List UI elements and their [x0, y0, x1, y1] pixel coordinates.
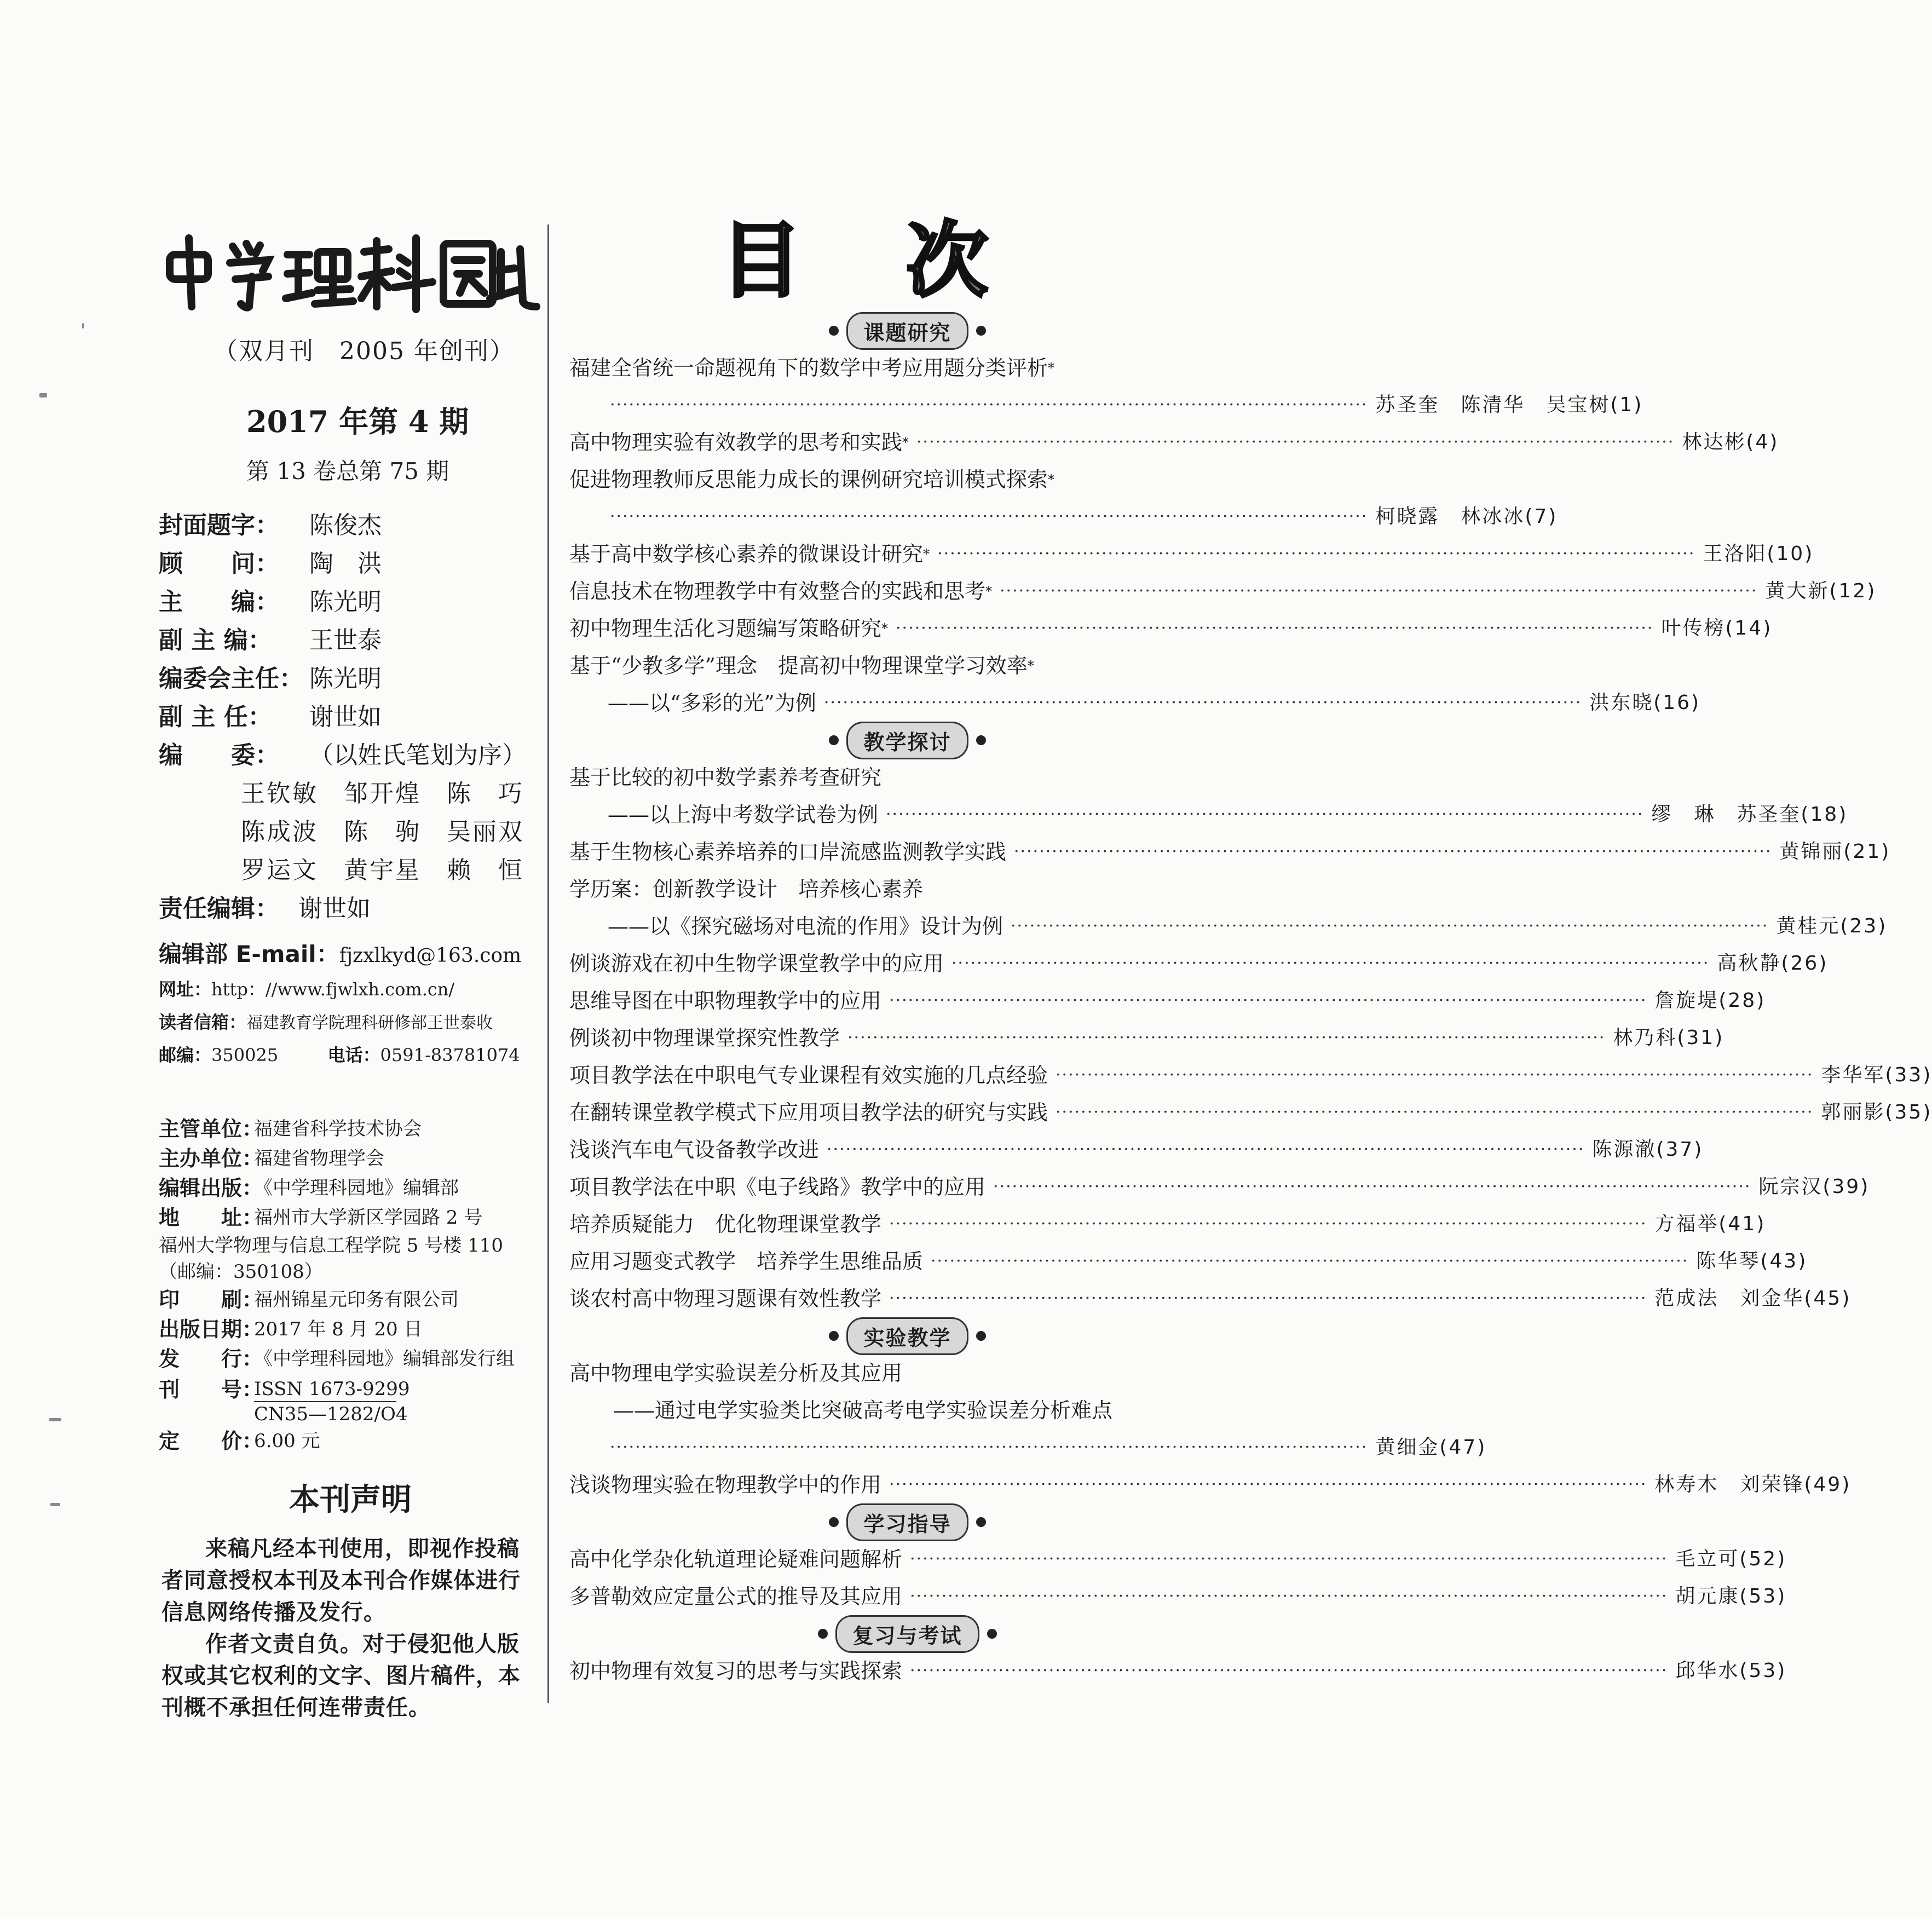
pub-row [159, 1315, 542, 1344]
table-of-contents [569, 312, 1932, 1690]
funded-mark-icon: * [881, 621, 889, 636]
article-title[interactable]: 项目教学法在中职电气专业课程有效实施的几点经验 [569, 1063, 1048, 1087]
article-title[interactable]: 高中化学杂化轨道理论疑难问题解析 [569, 1547, 903, 1571]
toc-entry[interactable] [569, 1131, 1704, 1168]
scan-speck [49, 1418, 61, 1421]
phone-label: 电话： [327, 1045, 380, 1065]
website-row [159, 976, 542, 1001]
article-authors-page: 邱华水(53) [1675, 1659, 1787, 1682]
article-authors-page: 方福举(41) [1654, 1213, 1766, 1235]
pub-row [159, 1114, 542, 1144]
email-row [159, 936, 542, 969]
issn-value: ISSN 1673-9299 [254, 1377, 396, 1402]
article-title[interactable]: 项目教学法在中职《电子线路》教学中的应用 [569, 1175, 986, 1199]
funded-mark-icon: * [902, 435, 909, 450]
pub-value: 福州锦星元印务有限公司 [254, 1289, 459, 1311]
cn-value: CN35—1282/O4 [254, 1403, 408, 1425]
letters-row [159, 1009, 542, 1034]
pub-row [159, 1173, 542, 1203]
section-title[interactable]: 教学探讨 [846, 722, 968, 759]
section-title[interactable]: 实验教学 [846, 1317, 968, 1355]
pub-value: 福建省科学技术协会 [254, 1118, 422, 1140]
toc-title [719, 214, 1000, 309]
leader-dots: ························································································································ [889, 1214, 1647, 1234]
leader-dots: ························································································································ [610, 1438, 1368, 1457]
postcode-phone-row [159, 1041, 542, 1067]
scan-speck [82, 323, 84, 329]
leader-dots: ························································································································ [910, 1549, 1668, 1569]
toc-entry[interactable] [569, 1355, 1487, 1466]
pub-row [159, 1377, 542, 1426]
pub-row [159, 1426, 542, 1456]
leader-dots: ························································································································ [1000, 581, 1758, 601]
article-authors-page: 阮宗汉(39) [1758, 1175, 1870, 1198]
article-authors-page: 黄桂元(23) [1776, 915, 1888, 937]
leader-dots: ························································································································ [889, 1289, 1647, 1308]
article-title[interactable]: 基于高中数学核心素养的微课设计研究 [569, 542, 924, 566]
pub-label: 地 址： [159, 1206, 263, 1230]
funded-mark-icon: * [923, 546, 930, 562]
pub-value: 福建省物理学会 [254, 1148, 384, 1169]
leader-dots: ························································································································ [847, 1028, 1606, 1047]
toc-entry[interactable] [569, 1168, 1870, 1206]
editorial-committee-members [159, 772, 542, 887]
toc-entry[interactable] [569, 982, 1766, 1019]
toc-entry[interactable] [569, 1206, 1766, 1243]
article-title[interactable]: 基于比较的初中数学素养考查研究 [569, 765, 882, 790]
article-title[interactable]: 基于“少教多学”理念 提高初中物理课堂学习效率 [569, 654, 1028, 678]
article-authors-page: 李华军(33) [1821, 1064, 1932, 1086]
section-badge [818, 1615, 996, 1653]
toc-entry[interactable] [569, 535, 1814, 573]
bullet-icon [987, 1629, 997, 1639]
article-authors-page: 黄大新(12) [1765, 580, 1877, 602]
staff-label: 主 编： [159, 588, 279, 616]
staff-value: 谢世如 [309, 703, 382, 731]
bullet-icon [976, 1331, 986, 1341]
statement-paragraph: 作者文责自负。对于侵犯他人版权或其它权利的文字、图片稿件，本刊概不承担任何连带责任。 [162, 1632, 521, 1720]
article-title[interactable]: 信息技术在物理教学中有效整合的实践和思考 [569, 579, 986, 603]
scan-speck [50, 1503, 60, 1506]
toc-entry[interactable] [569, 945, 1829, 982]
editorial-staff [159, 504, 542, 925]
pub-label: 刊 号： [159, 1378, 263, 1402]
phone-value: 0591-83781074 [380, 1045, 520, 1065]
leader-dots: ························································································································ [610, 507, 1368, 526]
staff-row [159, 542, 542, 580]
pub-value: 《中学理科园地》编辑部 [254, 1177, 459, 1199]
staff-label: 编委会主任： [159, 665, 303, 693]
article-authors-page: 林寿木 刘荣锋(49) [1654, 1473, 1852, 1496]
website-link[interactable]: http：//www.fjwlxh.com.cn/ [211, 979, 455, 1000]
article-authors-page: 林乃科(31) [1613, 1027, 1725, 1049]
toc-section-header [569, 722, 1245, 759]
leader-dots: ························································································································ [1014, 842, 1772, 861]
staff-value: （以姓氏笔划为序） [309, 741, 526, 769]
article-authors-page: 胡元康(53) [1675, 1585, 1787, 1607]
toc-entry[interactable] [569, 573, 1877, 610]
staff-row [159, 504, 542, 542]
article-authors-page: 范成法 刘金华(45) [1654, 1287, 1852, 1310]
article-authors-page: 高秋静(26) [1717, 952, 1829, 975]
toc-entry[interactable] [569, 1280, 1852, 1317]
article-title[interactable]: 在翻转课堂教学模式下应用项目教学法的研究与实践 [569, 1100, 1048, 1125]
leader-dots: ························································································································ [931, 1252, 1689, 1271]
bullet-icon [976, 1517, 986, 1527]
funded-mark-icon: * [1027, 658, 1034, 673]
article-title[interactable]: 高中物理实验有效教学的思考和实践 [569, 430, 903, 454]
toc-entry[interactable] [569, 1578, 1787, 1615]
toc-entry[interactable] [569, 1243, 1808, 1280]
members-row: 陈成波 陈 驹 吴丽双 [241, 818, 524, 846]
article-authors-page: 黄锦丽(21) [1779, 840, 1891, 863]
leader-dots: ························································································································ [886, 805, 1644, 824]
letters-address: 福建教育学院理科研修部王世泰收 [246, 1013, 493, 1033]
staff-value: 王世泰 [309, 626, 382, 654]
article-title[interactable]: 促进物理教师反思能力成长的课例研究培训模式探索 [569, 468, 1048, 492]
website-label: 网址： [159, 979, 212, 1000]
section-title[interactable]: 课题研究 [846, 312, 968, 350]
members-row: 罗运文 黄宇星 赖 恒 [241, 856, 524, 884]
article-title[interactable]: 高中物理电学实验误差分析及其应用 [569, 1361, 903, 1385]
email-label: 编辑部 E-mail： [159, 941, 339, 967]
letters-label: 读者信箱： [159, 1012, 247, 1033]
responsible-editor [159, 887, 542, 925]
bullet-icon [829, 735, 839, 745]
volume-number: 第 13 卷总第 75 期 [246, 458, 449, 485]
article-authors-page: 柯晓露 林冰冰(7) [1375, 505, 1558, 528]
editor-label: 责任编辑： [159, 895, 279, 923]
leader-dots: ························································································································ [823, 693, 1582, 712]
staff-value: 陈光明 [309, 588, 382, 616]
bullet-icon [829, 326, 839, 336]
staff-value: 陶 洪 [309, 550, 382, 578]
toc-entry[interactable] [569, 759, 1848, 833]
staff-row [159, 580, 542, 619]
staff-value: 陈光明 [309, 665, 382, 693]
toc-entry[interactable] [569, 610, 1773, 647]
article-title[interactable]: 基于生物核心素养培养的口岸流感监测教学实践 [569, 840, 1007, 864]
members-row: 王钦敏 邹开煌 陈 巧 [241, 780, 524, 808]
bullet-icon [976, 326, 986, 336]
address-line-3: （邮编：350108） [159, 1261, 323, 1283]
article-title[interactable]: 初中物理有效复习的思考与实践探索 [569, 1659, 903, 1683]
toc-entry[interactable] [569, 1057, 1932, 1094]
pub-row [159, 1144, 542, 1173]
article-authors-page: 毛立可(52) [1675, 1548, 1787, 1570]
article-title[interactable]: 浅谈汽车电气设备教学改进 [569, 1138, 820, 1162]
leader-dots: ························································································································ [910, 1661, 1668, 1680]
toc-entry[interactable] [569, 349, 1643, 424]
staff-row [159, 619, 542, 657]
toc-entry[interactable] [569, 1652, 1787, 1690]
staff-label: 副 主 编： [159, 626, 272, 654]
article-authors-page: 陈华琴(43) [1696, 1250, 1808, 1272]
scan-speck [39, 393, 47, 397]
article-title[interactable]: 思维导图在中职物理教学中的应用 [569, 989, 882, 1013]
pub-row [159, 1285, 542, 1315]
article-authors-page: 洪东晓(16) [1589, 691, 1701, 714]
toc-entry[interactable] [569, 833, 1891, 871]
staff-label: 顾 问： [159, 550, 279, 578]
leader-dots: ························································································································ [1056, 1103, 1814, 1122]
leader-dots: ························································································································ [916, 433, 1675, 452]
leader-dots: ························································································································ [896, 619, 1654, 638]
leader-dots: ························································································································ [889, 991, 1647, 1010]
section-title[interactable]: 复习与考试 [835, 1615, 979, 1653]
staff-value: 陈俊杰 [309, 511, 382, 539]
article-authors-page: 王洛阳(10) [1703, 543, 1814, 565]
column-divider [547, 224, 549, 1703]
funded-mark-icon: * [985, 584, 993, 599]
toc-entry[interactable] [569, 424, 1779, 461]
toc-entry[interactable] [569, 461, 1558, 535]
staff-label: 封面题字： [159, 511, 279, 539]
section-badge [829, 1317, 985, 1355]
article-authors-page: 詹旋堤(28) [1654, 989, 1766, 1012]
pub-label: 印 刷： [159, 1288, 263, 1312]
statement-title: 本刊声明 [289, 1482, 412, 1518]
section-badge [829, 1503, 985, 1541]
article-title[interactable]: 例谈初中物理课堂探究性教学 [569, 1026, 840, 1050]
pub-label: 定 价： [159, 1429, 263, 1453]
article-title[interactable]: 培养质疑能力 优化物理课堂教学 [569, 1212, 882, 1236]
leader-dots: ························································································································ [993, 1177, 1751, 1196]
postcode-value: 350025 [211, 1045, 279, 1065]
article-title[interactable]: 初中物理生活化习题编写策略研究 [569, 616, 882, 641]
toc-entry[interactable] [569, 1466, 1852, 1503]
article-authors-page: 郭丽影(35) [1821, 1101, 1932, 1123]
section-badge [829, 722, 985, 759]
article-subtitle: ——以上海中考数学试卷为例 [608, 803, 879, 827]
bullet-icon [829, 1331, 839, 1341]
leader-dots: ························································································································ [910, 1587, 1668, 1606]
leader-dots: ························································································································ [827, 1140, 1585, 1159]
section-title[interactable]: 学习指导 [846, 1503, 968, 1541]
pub-label: 主管单位： [159, 1117, 263, 1141]
article-authors-page: 林达彬(4) [1682, 431, 1779, 453]
statement-paragraph: 来稿凡经本刊使用，即视作投稿者同意授权本刊及本刊合作媒体进行信息网络传播及发行。 [162, 1536, 521, 1625]
funded-mark-icon: * [1048, 360, 1055, 376]
article-subtitle: ——以“多彩的光”为例 [608, 691, 816, 715]
staff-row [159, 734, 542, 772]
staff-label: 编 委： [159, 741, 279, 769]
pub-value: 2017 年 8 月 20 日 [254, 1318, 423, 1340]
article-title[interactable]: 学历案：创新教学设计 培养核心素养 [569, 877, 924, 901]
toc-entry[interactable] [569, 1019, 1725, 1057]
article-title[interactable]: 谈农村高中物理习题课有效性教学 [569, 1287, 882, 1311]
toc-entry[interactable] [569, 871, 1888, 945]
article-authors-page: 黄细金(47) [1375, 1436, 1487, 1459]
article-title[interactable]: 福建全省统一命题视角下的数学中考应用题分类评析 [569, 356, 1048, 380]
article-authors-page: 陈源澈(37) [1592, 1138, 1704, 1161]
leader-dots: ························································································································ [889, 1475, 1647, 1494]
publication-frequency: （双月刊 2005 年创刊） [214, 337, 515, 365]
pub-label: 主办单位： [159, 1146, 263, 1171]
article-authors-page: 叶传榜(14) [1661, 617, 1773, 639]
toc-section-header [569, 1503, 1245, 1541]
article-authors-page: 缪 琳 苏圣奎(18) [1651, 803, 1848, 826]
toc-title-text: 目 次 [719, 214, 1000, 309]
staff-row [159, 657, 542, 695]
pub-value: 《中学理科园地》编辑部发行组 [254, 1348, 515, 1370]
bullet-icon [829, 1517, 839, 1527]
toc-entry[interactable] [569, 1541, 1787, 1578]
pub-label: 编辑出版： [159, 1176, 263, 1200]
publication-info [159, 1114, 542, 1456]
leader-dots: ························································································································ [937, 544, 1695, 563]
statement-body [162, 1533, 539, 1724]
bullet-icon [976, 735, 986, 745]
article-title[interactable]: 浅谈物理实验在物理教学中的作用 [569, 1473, 882, 1497]
article-authors-page: 苏圣奎 陈清华 吴宝树(1) [1375, 394, 1643, 416]
article-subtitle: ——以《探究磁场对电流的作用》设计为例 [608, 914, 1004, 938]
toc-section-header [569, 1317, 1245, 1355]
editor-name: 谢世如 [298, 895, 371, 923]
toc-entry[interactable] [569, 647, 1701, 722]
leader-dots: ························································································································ [1056, 1065, 1814, 1085]
toc-section-header [569, 312, 1245, 349]
leader-dots: ························································································································ [1011, 917, 1769, 936]
pub-label: 出版日期： [159, 1317, 263, 1341]
article-title[interactable]: 多普勒效应定量公式的推导及其应用 [569, 1584, 903, 1609]
postcode-label: 邮编： [159, 1045, 212, 1065]
article-title[interactable]: 应用习题变式教学 培养学生思维品质 [569, 1249, 924, 1273]
staff-row [159, 695, 542, 734]
pub-value: 6.00 元 [254, 1430, 320, 1452]
toc-section-header [569, 1615, 1245, 1652]
article-subtitle: ——通过电学实验类比突破高考电学实验误差分析难点 [613, 1398, 1113, 1422]
section-badge [829, 312, 985, 350]
pub-row [159, 1344, 542, 1374]
staff-label: 副 主 任： [159, 703, 272, 731]
toc-entry[interactable] [569, 1094, 1932, 1131]
journal-calligraphy-logo [159, 224, 531, 312]
pub-label: 发 行： [159, 1347, 263, 1371]
leader-dots: ························································································································ [951, 954, 1710, 973]
pub-row [159, 1203, 542, 1232]
article-title[interactable]: 例谈游戏在初中生物学课堂教学中的应用 [569, 952, 944, 976]
issue-number: 2017 年第 4 期 [246, 404, 469, 439]
bullet-icon [818, 1629, 828, 1639]
address-line-2: 福州大学物理与信息工程学院 5 号楼 110 [159, 1235, 503, 1257]
leader-dots: ························································································································ [610, 395, 1368, 414]
funded-mark-icon: * [1048, 472, 1055, 487]
email-address[interactable]: fjzxlkyd@163.com [339, 944, 522, 967]
pub-value: 福州市大学新区学园路 2 号 [254, 1207, 483, 1229]
